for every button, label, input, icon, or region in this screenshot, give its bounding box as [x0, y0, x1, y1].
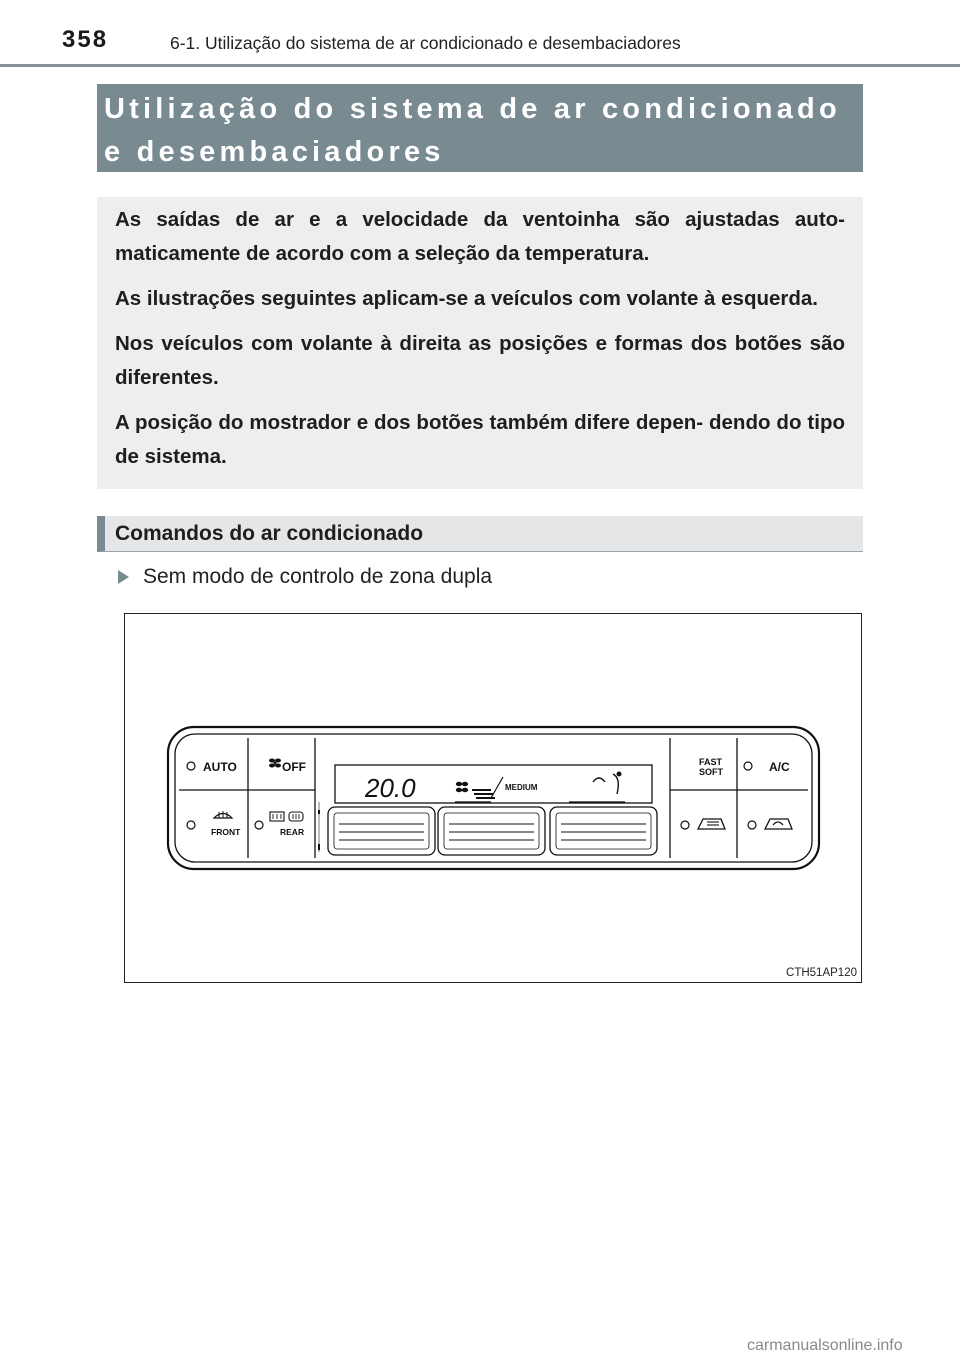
intro-paragraph: As ilustrações seguintes aplicam-se a veículos com volante à esquerda. [115, 287, 818, 310]
intro-box [97, 197, 863, 489]
fast-label: FAST [699, 757, 723, 767]
fast-soft-button[interactable] [699, 757, 724, 777]
figure-code: CTH51AP120 [786, 967, 857, 979]
intro-paragraph: As saídas de ar e a velocidade da ventoinha são ajustadas auto- maticamente de acordo com a seleção da temperatura. [115, 208, 845, 265]
fan-level-label: MEDIUM [505, 783, 538, 792]
section-heading-text: Comandos do ar condicionado [115, 522, 424, 545]
ac-label: A/C [769, 760, 790, 774]
intro-paragraph: A posição do mostrador e dos botões também difere depen- dendo do tipo de sistema. [115, 411, 845, 468]
front-label: FRONT [211, 827, 241, 837]
bullet-item [118, 562, 492, 592]
ac-panel-illustration [125, 614, 861, 982]
climate-display [335, 765, 652, 803]
section-heading [97, 516, 863, 552]
bullet-text: Sem modo de controlo de zona dupla [143, 565, 493, 588]
running-header: 6-1. Utilização do sistema de ar condicionado e desembaciadores [170, 33, 681, 53]
auto-label: AUTO [203, 760, 237, 774]
rear-label: REAR [280, 827, 305, 837]
off-label: OFF [282, 760, 306, 774]
ac-panel-figure [124, 613, 862, 983]
header-rule [0, 64, 960, 67]
page-title: Utilização do sistema de ar condicionado e desembaciadores [104, 93, 841, 168]
triangle-bullet-icon [118, 570, 129, 584]
page-number: 358 [62, 26, 109, 53]
soft-label: SOFT [699, 767, 723, 777]
intro-paragraph: Nos veículos com volante à direita as posições e formas dos botões são diferentes. [115, 332, 845, 389]
air-vents [328, 807, 657, 855]
temperature-readout: 20.0 [365, 773, 416, 803]
title-banner [97, 84, 863, 172]
watermark: carmanualsonline.info [747, 1337, 903, 1354]
